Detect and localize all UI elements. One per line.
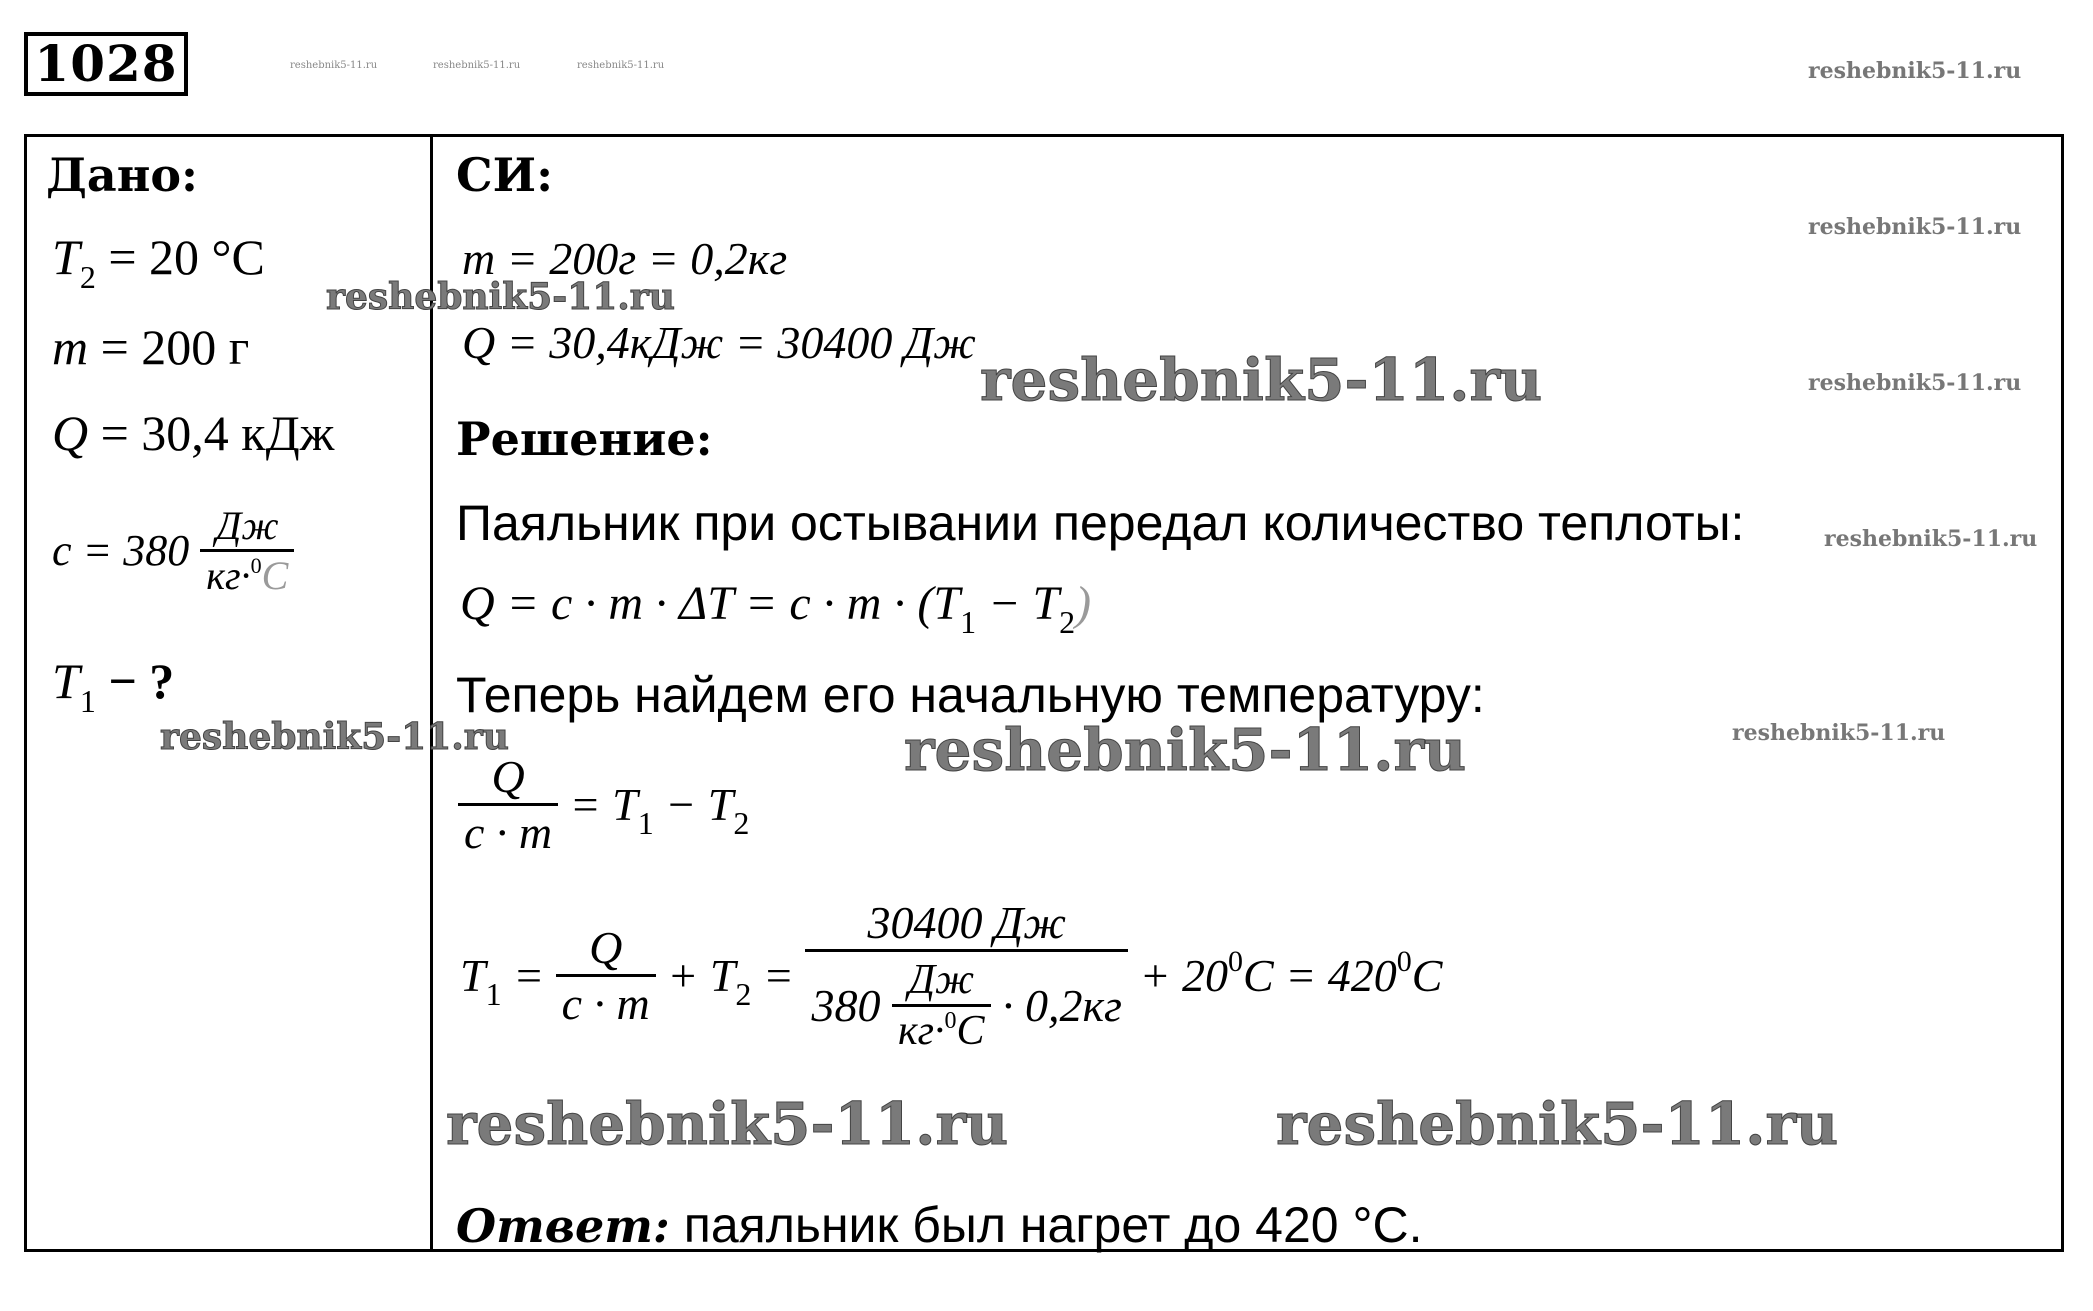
given-find-sub: 1 (79, 683, 96, 719)
watermark-tiny-1: reshebnik5-11.ru (290, 60, 378, 71)
watermark-right-2: reshebnik5-11.ru (1808, 370, 2022, 396)
watermark-center-2: reshebnik5-11.ru (904, 716, 1467, 784)
watermark-right-4: reshebnik5-11.ru (1732, 720, 1946, 746)
formula-result-big-fraction: 30400 Дж 380 $\frac{Дж}{кг\cdot^0C}$ · 0,2кг (805, 896, 1128, 1055)
formula-result-fraction-1: $\frac{Q}{c \cdot m}$ (556, 921, 656, 1030)
solution-heading: Решение: (456, 412, 713, 466)
given-find-symbol: T (52, 653, 80, 709)
si-line-mass: m = 200г = 0,2кг (462, 233, 788, 284)
watermark-tiny-3: reshebnik5-11.ru (577, 60, 665, 71)
solution-paragraph-1: Паяльник при остывании передал количество теплоты: (456, 495, 1745, 551)
formula-ratio-fraction: $\frac{Q}{c \cdot m}$ (458, 750, 558, 859)
si-line-heat: Q = 30,4кДж = 30400 Дж (462, 317, 976, 368)
given-t2 (52, 228, 265, 295)
formula-result: $T_1$ = $\frac{Q}{c \cdot m}$ + $T_2$ = 30400 Дж 380 $\frac{Дж}{кг\cdot^0C}$ · 0,2кг + $20^0C = 420^0C$ (460, 897, 1443, 1054)
given-q-value: = 30,4 кДж (88, 405, 335, 461)
given-q-symbol: Q (52, 405, 89, 461)
watermark-header-right: reshebnik5-11.ru (1808, 58, 2022, 84)
answer-label: Ответ: (456, 1199, 670, 1253)
given-find-rest: − ? (95, 653, 175, 709)
given-c-lhs: c = 380 (52, 526, 190, 575)
problem-number: 1028 (24, 32, 188, 96)
watermark-right-3: reshebnik5-11.ru (1824, 526, 2038, 552)
watermark-right-1: reshebnik5-11.ru (1808, 214, 2022, 240)
watermark-tiny-2: reshebnik5-11.ru (433, 60, 521, 71)
given-t2-value: = 20 °C (95, 229, 265, 285)
given-find (52, 652, 175, 719)
given-m-symbol: m (52, 319, 89, 375)
watermark-given-1: reshebnik5-11.ru (326, 276, 675, 318)
answer-line (456, 1196, 1423, 1254)
given-c-num: Дж (215, 503, 279, 548)
formula-ratio: $\frac{Q}{c \cdot m}$ = $T_1 - T_2$ (458, 750, 749, 859)
given-m (52, 318, 249, 376)
given-m-value: = 200 г (88, 319, 250, 375)
given-c (52, 502, 294, 599)
solution-paragraph-2: Теперь найдем его начальную температуру: (456, 667, 1485, 723)
answer-text: паяльник был нагрет до 420 °C. (669, 1197, 1423, 1253)
given-t2-symbol: T (52, 229, 80, 285)
si-heading: СИ: (456, 148, 554, 202)
given-c-fraction (200, 502, 294, 599)
watermark-bottom-right: reshebnik5-11.ru (1276, 1090, 1839, 1158)
watermark-center-1: reshebnik5-11.ru (980, 346, 1543, 414)
watermark-bottom-left: reshebnik5-11.ru (446, 1090, 1009, 1158)
given-c-den: кг·$^0$C (200, 549, 294, 599)
given-heading: Дано: (46, 148, 199, 202)
formula-heat: $Q = c \cdot m \cdot \Delta T = c \cdot m \cdot (T_1 - T_2)$ (460, 577, 1092, 640)
given-q (52, 404, 334, 462)
given-t2-sub: 2 (79, 259, 96, 295)
watermark-given-2: reshebnik5-11.ru (160, 716, 509, 758)
